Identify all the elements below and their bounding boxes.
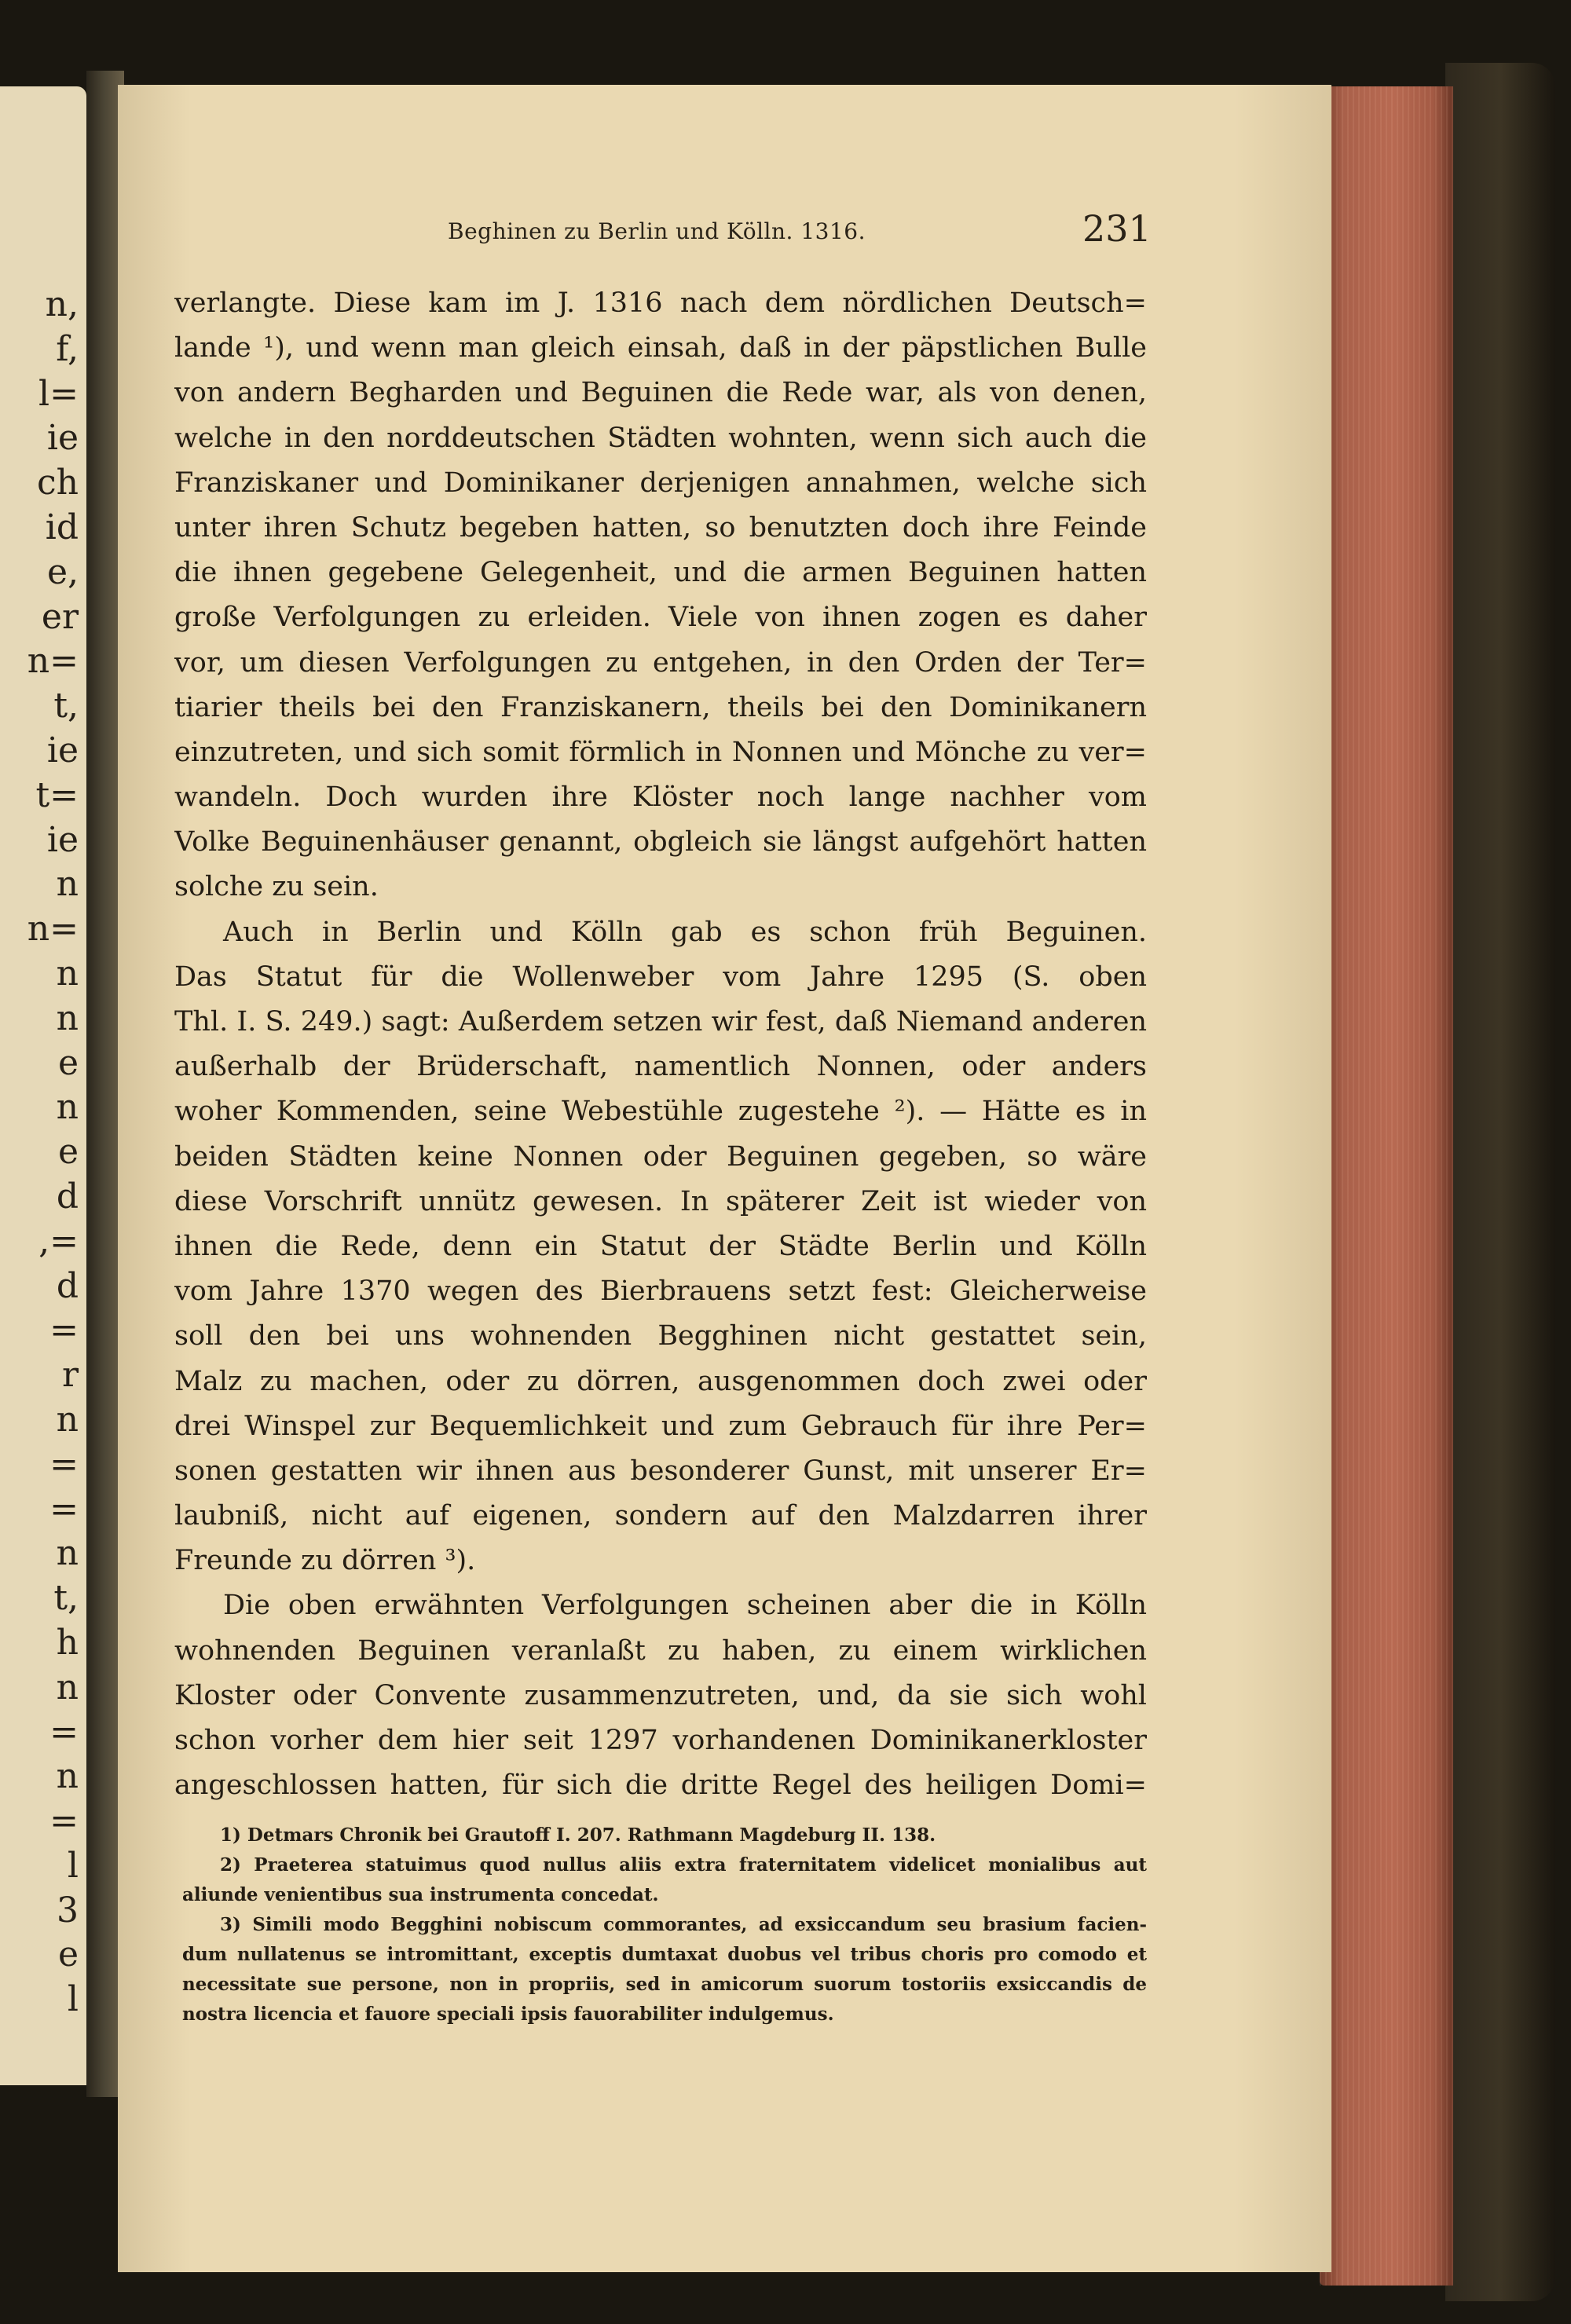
footnote-line: 1) Detmars Chronik bei Grautoff I. 207. Rathmann Magdeburg II. 138. xyxy=(220,1824,936,1846)
previous-page-fragment: n xyxy=(56,997,79,1038)
text-line: Die oben erwähnten Verfolgungen scheinen aber die in Kölln xyxy=(223,1590,1147,1622)
previous-page-fragment: e xyxy=(57,1934,79,1975)
previous-page-fragment: = xyxy=(49,1444,79,1484)
text-line: Franziskaner und Dominikaner derjenigen annahmen, welche sich xyxy=(174,467,1147,499)
previous-page-edge xyxy=(0,86,86,2085)
text-line: Thl. I. S. 249.) sagt: Außerdem setzen wir fest, daß Niemand anderen xyxy=(174,1006,1147,1038)
page-number: 231 xyxy=(1082,207,1152,250)
footnote-line: 3) Simili modo Begghini nobiscum commorantes, ad exsiccandum seu brasium facien- xyxy=(220,1914,1147,1935)
previous-page-fragment: = xyxy=(49,1711,79,1752)
text-line: Kloster oder Convente zusammenzutreten, und, da sie sich wohl xyxy=(174,1679,1147,1711)
text-line: Auch in Berlin und Kölln gab es schon früh Beguinen. xyxy=(223,916,1147,948)
text-line: welche in den norddeutschen Städten wohnten, wenn sich auch die xyxy=(174,422,1147,454)
previous-page-fragment: f, xyxy=(56,328,79,369)
previous-page-fragment: n xyxy=(56,1399,79,1440)
previous-page-fragment: = xyxy=(49,1488,79,1529)
text-line: Das Statut für die Wollenweber vom Jahre 1295 (S. oben xyxy=(174,961,1147,993)
text-line: laubniß, nicht auf eigenen, sondern auf den Malzdarren ihrer xyxy=(174,1500,1147,1532)
text-line: die ihnen gegebene Gelegenheit, und die armen Beguinen hatten xyxy=(174,557,1147,589)
previous-page-fragment: t= xyxy=(35,774,79,815)
body-text xyxy=(174,281,1147,1808)
text-line: verlangte. Diese kam im J. 1316 nach dem nördlichen Deutsch= xyxy=(174,287,1147,319)
footnote-line: aliunde venientibus sua instrumenta concedat. xyxy=(182,1884,659,1905)
text-line: große Verfolgungen zu erleiden. Viele von ihnen zogen es daher xyxy=(174,602,1147,634)
previous-page-fragment: n xyxy=(56,1087,79,1128)
text-line: drei Winspel zur Bequemlichkeit und zum Gebrauch für ihre Per= xyxy=(174,1410,1147,1442)
previous-page-fragment: t, xyxy=(53,1578,79,1619)
previous-page-fragment: h xyxy=(56,1622,79,1663)
previous-page-fragment: l xyxy=(67,1845,79,1886)
previous-page-fragment: n xyxy=(56,1756,79,1797)
text-line: tiarier theils bei den Franziskanern, theils bei den Dominikanern xyxy=(174,691,1147,723)
text-line: einzutreten, und sich somit förmlich in Nonnen und Mönche zu ver= xyxy=(174,736,1147,768)
text-line: woher Kommenden, seine Webestühle zugestehe ²). — Hätte es in xyxy=(174,1096,1147,1128)
text-line: beiden Städten keine Nonnen oder Beguinen gegeben, so wäre xyxy=(174,1140,1147,1173)
footnote-line: 2) Praeterea statuimus quod nullus aliis extra fraternitatem videlicet monialibus aut xyxy=(220,1854,1147,1876)
previous-page-fragment: e xyxy=(57,1042,79,1083)
text-line: Volke Beguinenhäuser genannt, obgleich sie längst aufgehört hatten xyxy=(174,826,1147,858)
text-line: diese Vorschrift unnütz gewesen. In späterer Zeit ist wieder von xyxy=(174,1185,1147,1217)
footnote-line: dum nullatenus se intromittant, exceptis dumtaxat duobus vel tribus choris pro comodo et xyxy=(182,1944,1147,1965)
text-line: lande ¹), und wenn man gleich einsah, daß in der päpstlichen Bulle xyxy=(174,332,1147,364)
previous-page-fragment: ch xyxy=(37,463,79,503)
previous-page-fragment: n= xyxy=(27,641,79,682)
previous-page-fragment: n xyxy=(56,1533,79,1574)
page-edges xyxy=(1320,86,1453,2286)
text-line: Freunde zu dörren ³). xyxy=(174,1545,476,1577)
previous-page-fragment: n= xyxy=(27,909,79,950)
previous-page-fragment: id xyxy=(45,507,79,547)
footnote-line: necessitate sue persone, non in propriis, sed in amicorum suorum tostoriis exsiccandis de xyxy=(182,1974,1147,1995)
previous-page-fragment: l xyxy=(67,1979,79,2020)
book-binding xyxy=(1445,63,1555,2301)
previous-page-fragment: ie xyxy=(46,418,79,459)
previous-page-fragment: 3 xyxy=(57,1890,79,1931)
text-line: von andern Begharden und Beguinen die Rede war, als von denen, xyxy=(174,377,1147,409)
previous-page-fragment: = xyxy=(49,1310,79,1351)
previous-page-fragment: ie xyxy=(46,730,79,770)
previous-page-fragment: r xyxy=(61,1355,79,1396)
previous-page-fragment: n, xyxy=(45,284,79,324)
previous-page-fragment: d xyxy=(56,1265,79,1306)
previous-page-fragment: er xyxy=(41,596,79,637)
previous-page-fragment: ,= xyxy=(38,1221,79,1261)
text-line: schon vorher dem hier seit 1297 vorhandenen Dominikanerkloster xyxy=(174,1725,1147,1756)
previous-page-fragment: l= xyxy=(38,373,79,414)
previous-page-fragment: n xyxy=(56,1667,79,1707)
text-line: wohnenden Beguinen veranlaßt zu haben, zu einem wirklichen xyxy=(174,1634,1147,1667)
previous-page-fragment: ie xyxy=(46,819,79,860)
text-line: ihnen die Rede, denn ein Statut der Städte Berlin und Kölln xyxy=(174,1230,1147,1262)
text-line: unter ihren Schutz begeben hatten, so benutzten doch ihre Feinde xyxy=(174,511,1147,543)
previous-page-fragment: e xyxy=(57,1132,79,1173)
text-line: sonen gestatten wir ihnen aus besonderer Gunst, mit unserer Er= xyxy=(174,1455,1147,1487)
running-head: Beghinen zu Berlin und Kölln. 1316. xyxy=(448,218,866,244)
text-line: angeschlossen hatten, für sich die dritte Regel des heiligen Domi= xyxy=(174,1770,1147,1802)
text-line: Malz zu machen, oder zu dörren, ausgenommen doch zwei oder xyxy=(174,1365,1147,1397)
text-line: wandeln. Doch wurden ihre Klöster noch lange nachher vom xyxy=(174,781,1147,814)
footnotes xyxy=(182,1821,1147,2029)
previous-page-fragment: n xyxy=(56,864,79,905)
text-line: solche zu sein. xyxy=(174,871,379,903)
previous-page-fragment: = xyxy=(49,1801,79,1842)
text-line: soll den bei uns wohnenden Begghinen nicht gestattet sein, xyxy=(174,1320,1147,1352)
previous-page-fragment: d xyxy=(56,1176,79,1217)
previous-page-fragment: n xyxy=(56,953,79,994)
previous-page-fragment: t, xyxy=(53,686,79,726)
text-line: vom Jahre 1370 wegen des Bierbrauens setzt fest: Gleicherweise xyxy=(174,1275,1147,1308)
text-line: außerhalb der Brüderschaft, namentlich Nonnen, oder anders xyxy=(174,1051,1147,1083)
text-line: vor, um diesen Verfolgungen zu entgehen, in den Orden der Ter= xyxy=(174,646,1147,679)
previous-page-text xyxy=(0,283,79,2022)
previous-page-fragment: e, xyxy=(46,551,79,592)
footnote-line: nostra licencia et fauore speciali ipsis fauorabiliter indulgemus. xyxy=(182,2004,834,2025)
